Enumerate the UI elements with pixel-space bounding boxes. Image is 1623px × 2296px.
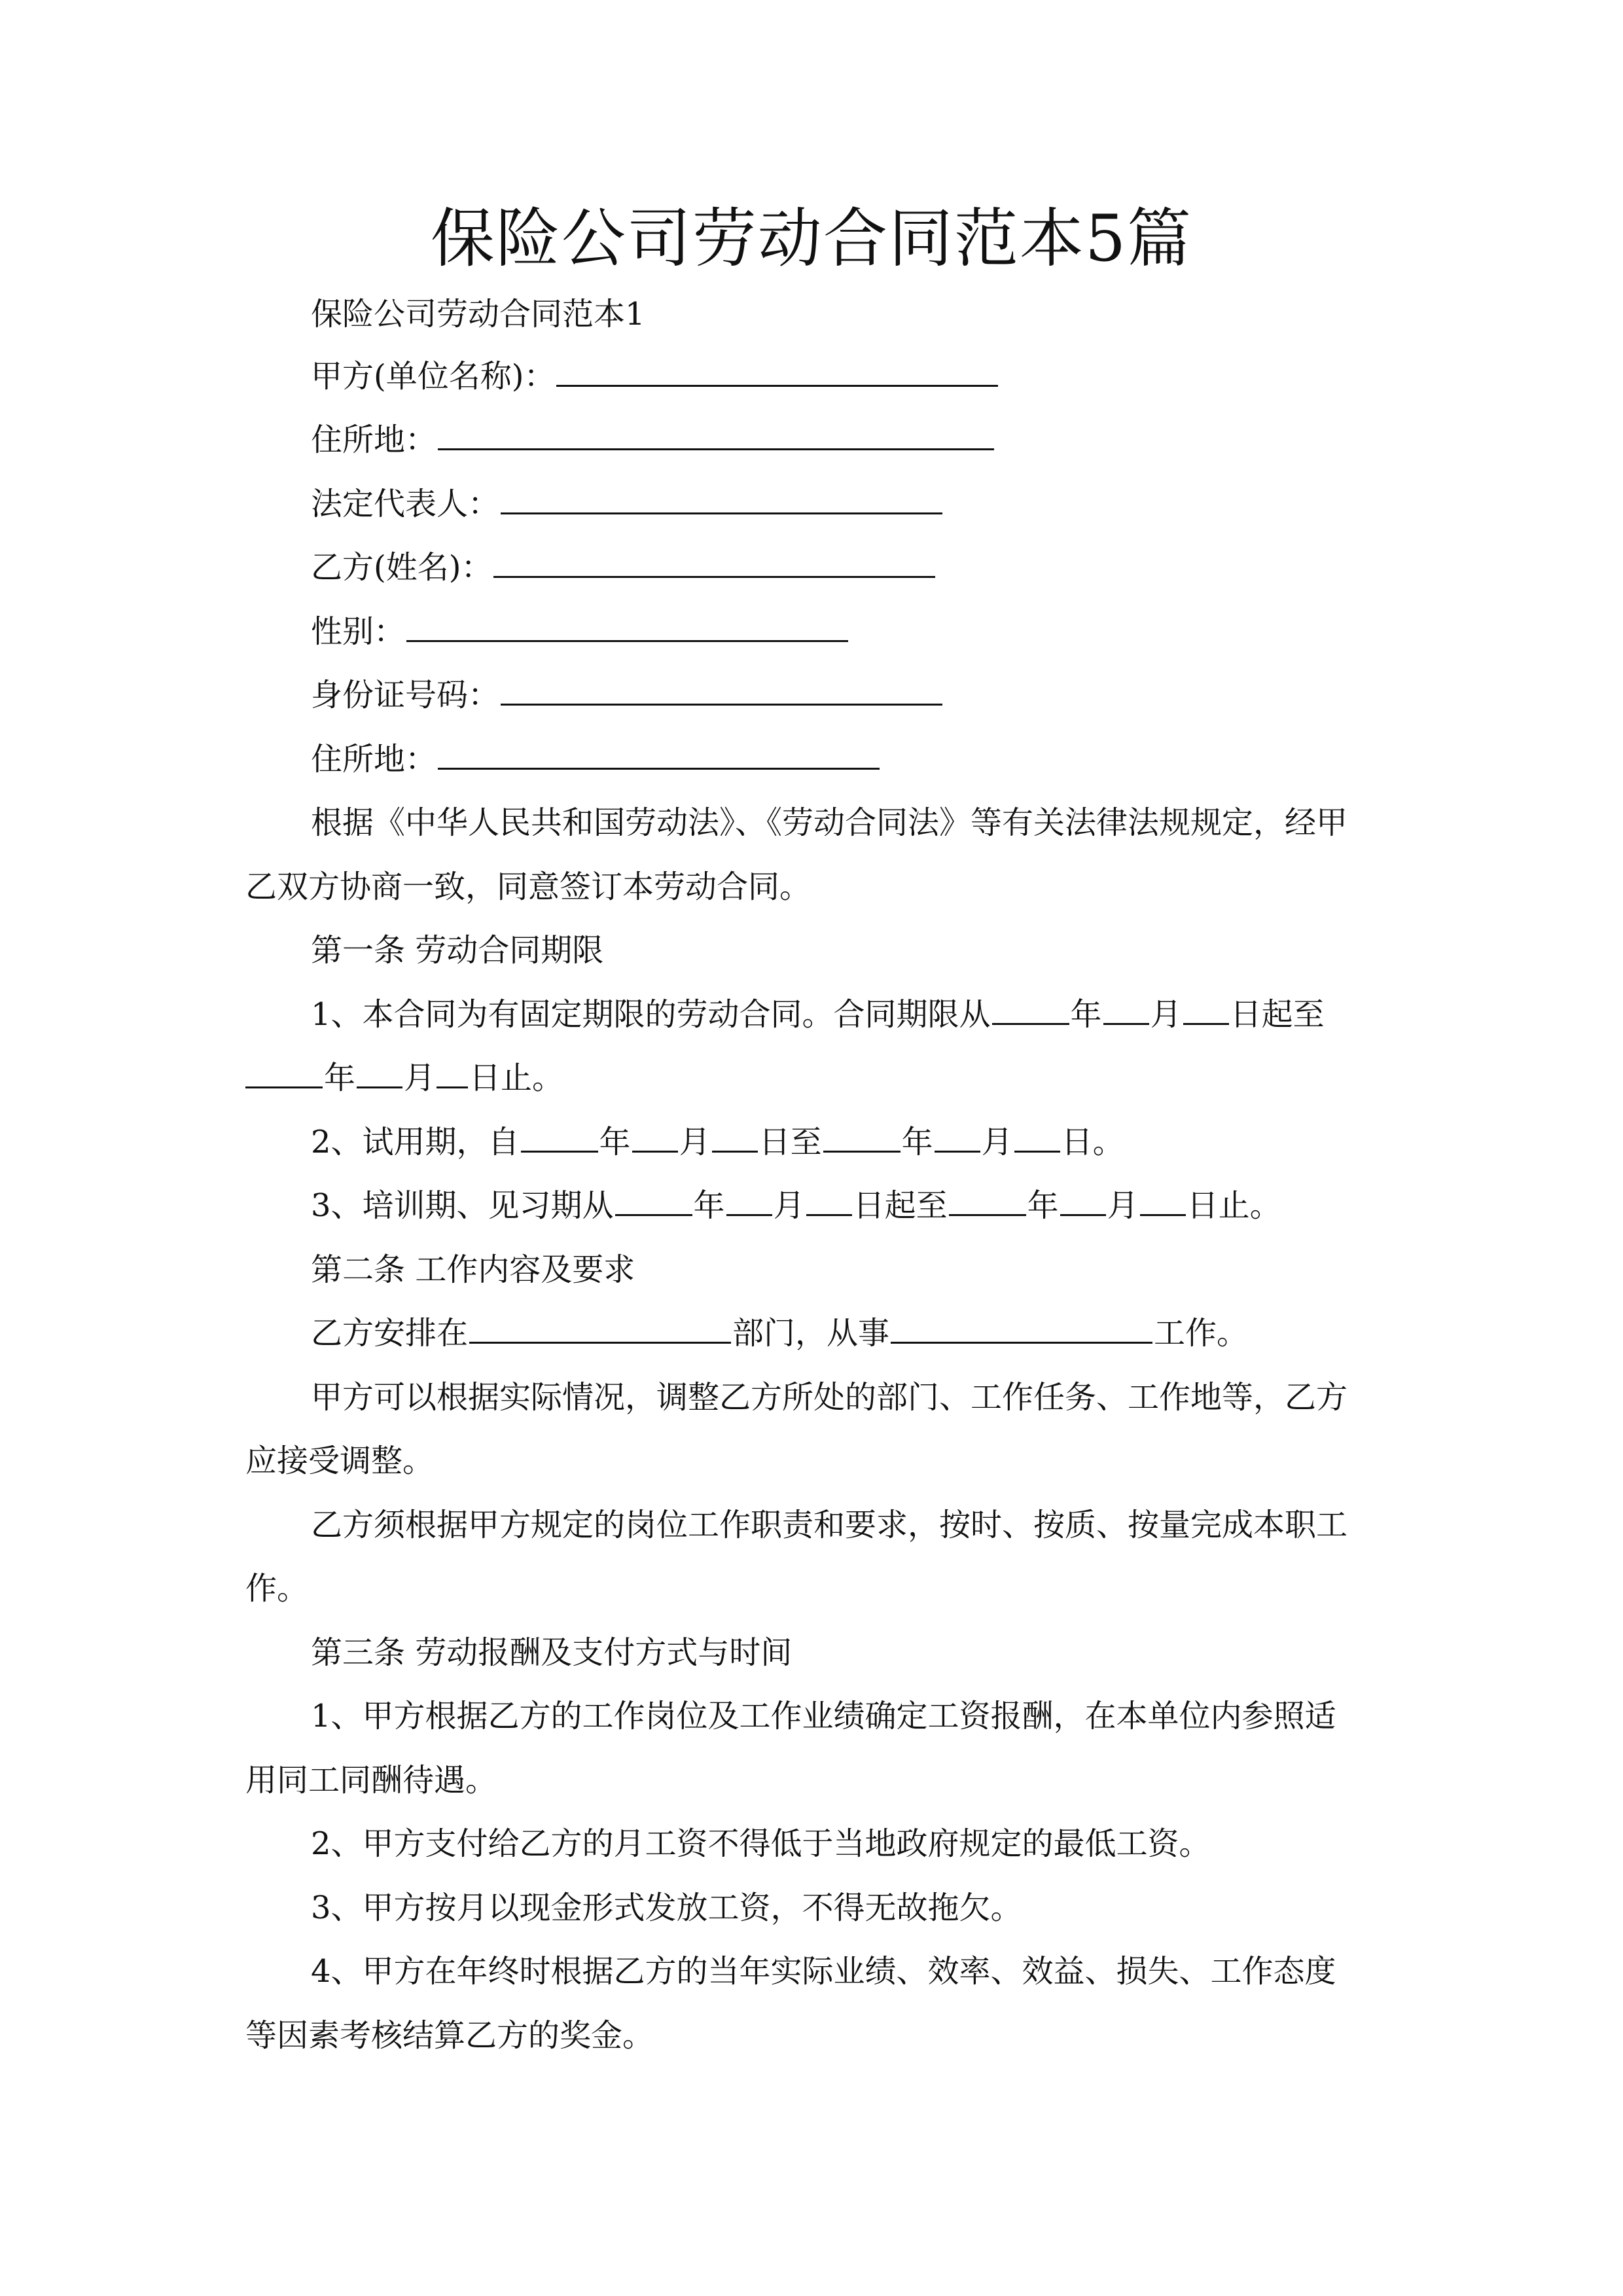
month-blank[interactable] <box>1060 1183 1106 1216</box>
year-blank[interactable] <box>949 1183 1026 1216</box>
year-label: 年 <box>1070 996 1102 1033</box>
year-blank[interactable] <box>521 1119 598 1153</box>
year-label: 年 <box>1027 1187 1059 1224</box>
article-1-heading: 第一条 劳动合同期限 <box>311 932 604 969</box>
party-a-address-field <box>311 417 995 463</box>
field-label: 甲方(单位名称)： <box>311 358 556 395</box>
year-label: 年 <box>599 1124 631 1160</box>
document-title: 保险公司劳动合同范本5篇 <box>430 202 1193 276</box>
field-label: 住所地： <box>311 422 437 458</box>
fill-blank[interactable] <box>556 353 998 387</box>
month-label: 月 <box>1107 1187 1139 1224</box>
article-3-item-3: 3、甲方按月以现金形式发放工资，不得无故拖欠。 <box>311 1890 1022 1926</box>
month-blank[interactable] <box>726 1183 772 1216</box>
article-3-item-1-line-2: 用同工同酬待遇。 <box>245 1762 497 1799</box>
fill-blank[interactable] <box>406 609 848 642</box>
day-blank[interactable] <box>437 1055 468 1088</box>
item-text: 1、本合同为有固定期限的劳动合同。合同期限从 <box>311 996 991 1033</box>
month-label: 月 <box>981 1124 1013 1160</box>
field-label: 身份证号码： <box>311 677 500 713</box>
day-label: 日至 <box>758 1124 822 1160</box>
year-label: 年 <box>324 1060 356 1096</box>
day-blank[interactable] <box>1014 1119 1060 1153</box>
year-blank[interactable] <box>245 1055 323 1088</box>
day-blank[interactable] <box>806 1183 852 1216</box>
article-2-assignment <box>311 1310 1248 1356</box>
article-2-para-1-line-2: 应接受调整。 <box>245 1443 435 1479</box>
month-blank[interactable] <box>632 1119 678 1153</box>
preamble-line-2: 乙双方协商一致，同意签订本劳动合同。 <box>245 869 812 905</box>
article-1-item-3 <box>311 1183 1281 1229</box>
year-blank[interactable] <box>823 1119 901 1153</box>
month-blank[interactable] <box>357 1055 402 1088</box>
fill-blank[interactable] <box>438 417 994 450</box>
day-label: 日起至 <box>853 1187 948 1224</box>
id-number-field <box>311 672 944 718</box>
field-label: 法定代表人： <box>311 486 500 522</box>
item-text: 乙方安排在 <box>311 1315 469 1352</box>
year-blank[interactable] <box>615 1183 692 1216</box>
job-blank[interactable] <box>891 1310 1152 1344</box>
article-1-item-1-line-1 <box>311 992 1325 1037</box>
month-label: 月 <box>1150 996 1182 1033</box>
day-label: 日起至 <box>1230 996 1325 1033</box>
day-label: 日止。 <box>1186 1187 1281 1224</box>
article-3-item-1-line-1: 1、甲方根据乙方的工作岗位及工作业绩确定工资报酬，在本单位内参照适 <box>311 1698 1336 1734</box>
month-blank[interactable] <box>1103 992 1149 1025</box>
item-text: 3、培训期、见习期从 <box>311 1187 614 1224</box>
party-a-name-field <box>311 353 999 399</box>
preamble-line-1: 根据《中华人民共和国劳动法》、《劳动合同法》等有关法律法规规定，经甲 <box>311 804 1348 841</box>
article-2-heading: 第二条 工作内容及要求 <box>311 1251 635 1288</box>
article-2-para-2-line-1: 乙方须根据甲方规定的岗位工作职责和要求，按时、按质、按量完成本职工 <box>311 1507 1348 1543</box>
day-label: 日止。 <box>469 1060 564 1096</box>
year-label: 年 <box>901 1124 933 1160</box>
fill-blank[interactable] <box>438 736 880 770</box>
day-blank[interactable] <box>712 1119 758 1153</box>
gender-field <box>311 609 849 655</box>
article-3-item-2: 2、甲方支付给乙方的月工资不得低于当地政府规定的最低工资。 <box>311 1825 1211 1862</box>
department-blank[interactable] <box>469 1310 731 1344</box>
field-label: 乙方(姓名)： <box>311 549 493 586</box>
year-blank[interactable] <box>992 992 1069 1025</box>
month-blank[interactable] <box>935 1119 980 1153</box>
contract-subtitle: 保险公司劳动合同范本1 <box>311 296 645 332</box>
month-label: 月 <box>404 1060 436 1096</box>
party-b-name-field <box>311 545 936 590</box>
year-label: 年 <box>693 1187 725 1224</box>
fill-blank[interactable] <box>501 481 942 514</box>
fill-blank[interactable] <box>493 545 935 578</box>
item-text: 工作。 <box>1154 1315 1249 1352</box>
item-text: 部门，从事 <box>732 1315 890 1352</box>
day-label: 日。 <box>1061 1124 1124 1160</box>
month-label: 月 <box>773 1187 805 1224</box>
party-b-address-field <box>311 736 881 782</box>
article-2-para-1-line-1: 甲方可以根据实际情况，调整乙方所处的部门、工作任务、工作地等，乙方 <box>311 1379 1348 1416</box>
fill-blank[interactable] <box>501 672 942 706</box>
day-blank[interactable] <box>1140 1183 1186 1216</box>
article-3-heading: 第三条 劳动报酬及支付方式与时间 <box>311 1634 793 1671</box>
day-blank[interactable] <box>1183 992 1229 1025</box>
field-label: 住所地： <box>311 741 437 778</box>
article-2-para-2-line-2: 作。 <box>245 1570 309 1607</box>
item-text: 2、试用期，自 <box>311 1124 520 1160</box>
article-1-item-2 <box>311 1119 1124 1165</box>
month-label: 月 <box>679 1124 711 1160</box>
legal-representative-field <box>311 481 944 527</box>
article-3-item-4-line-1: 4、甲方在年终时根据乙方的当年实际业绩、效率、效益、损失、工作态度 <box>311 1953 1336 1990</box>
field-label: 性别： <box>311 613 406 650</box>
article-3-item-4-line-2: 等因素考核结算乙方的奖金。 <box>245 2017 654 2054</box>
article-1-item-1-line-2 <box>245 1055 563 1101</box>
